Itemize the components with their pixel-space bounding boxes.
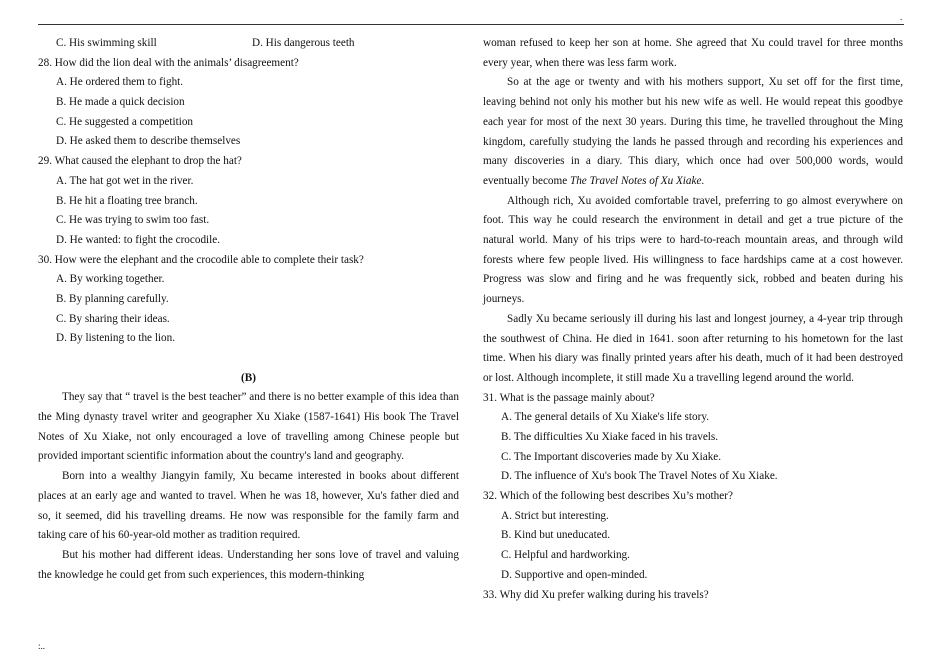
option-c[interactable]: C. By sharing their ideas.: [56, 312, 170, 325]
question-33: [483, 586, 903, 606]
question-28: [38, 54, 459, 152]
passage-paragraph-1: They say that “ travel is the best teacher” and there is no better example of this idea than the Ming dynasty travel writer and geographer Xu Xiake (1587-1641) His book The Travel Notes of Xu Xiake, not only encouraged a love of travelling among Chinese people but provided important scientific information about the country's land and geography.: [38, 391, 459, 463]
option-d[interactable]: D. The influence of Xu's book The Travel Notes of Xu Xiake.: [501, 470, 778, 483]
passage-paragraph-6: Sadly Xu became seriously ill during his last and longest journey, a 4-year trip through the southwest of China. He died in 1641. soon after returning to his hometown for the last time. When his diary was finally printed years after his death, much of it had been destroyed or lost. Although incomplete, it still made Xu a travelling legend around the world.: [483, 312, 903, 384]
option-c[interactable]: C. The Important discoveries made by Xu Xiake.: [501, 450, 722, 463]
option-b[interactable]: B. Kind but uneducated.: [501, 529, 611, 542]
question-32: [483, 487, 903, 585]
option-a[interactable]: A. He ordered them to fight.: [56, 76, 184, 89]
question-stem: 33. Why did Xu prefer walking during his travels?: [483, 588, 709, 601]
option-c[interactable]: C. Helpful and hardworking.: [501, 549, 630, 562]
header-rule: [38, 24, 904, 25]
question-stem: 29. What caused the elephant to drop the hat?: [38, 155, 242, 168]
option-d[interactable]: D. Supportive and open-minded.: [501, 568, 648, 581]
question-stem: 32. Which of the following best describes Xu’s mother?: [483, 490, 733, 503]
question-stem: 30. How were the elephant and the crocodile able to complete their task?: [38, 253, 364, 266]
option-b[interactable]: B. He made a quick decision: [56, 96, 185, 109]
paragraph-end: .: [701, 174, 705, 187]
option-a[interactable]: A. By working together.: [56, 273, 165, 286]
option-a[interactable]: A. The hat got wet in the river.: [56, 174, 194, 187]
section-heading: (B): [241, 371, 256, 384]
option-d[interactable]: D. By listening to the lion.: [56, 332, 176, 345]
option-b[interactable]: B. He hit a floating tree branch.: [56, 194, 198, 207]
left-column: [38, 34, 459, 585]
option-d[interactable]: D. He wanted: to fight the crocodile.: [56, 233, 221, 246]
q27-option-c[interactable]: C. His swimming skill: [56, 37, 157, 49]
question-stem: 31. What is the passage mainly about?: [483, 391, 655, 404]
corner-mark: .: [900, 12, 903, 22]
passage-paragraph-5: Although rich, Xu avoided comfortable travel, preferring to go almost everywhere on foot. This way he could research the environment in detail and get a true picture of the natural world. Many of his trips were to hard-to-reach mountain areas, and through wild forests where few people lived. His willingness to face hardships came at a cost however. Progress was slow and firing and he was frequently sick, robbed and beaten during his journeys.: [483, 194, 903, 306]
option-b[interactable]: B. The difficulties Xu Xiake faced in his travels.: [501, 431, 719, 444]
option-b[interactable]: B. By planning carefully.: [56, 292, 169, 305]
question-30: [38, 251, 459, 349]
passage-paragraph-4: [483, 73, 903, 191]
option-d[interactable]: D. He asked them to describe themselves: [56, 135, 241, 148]
passage-paragraph-2: Born into a wealthy Jiangyin family, Xu became interested in books about different places at an early age and wanted to travel. When he was 18, however, Xu's father died and so, it seemed, did his travelling dreams. He now was responsible for the family farm and taking care of his 60-year-old mother as tradition required.: [38, 470, 459, 542]
footer-mark: :..: [38, 641, 46, 651]
question-29: [38, 152, 459, 250]
option-a[interactable]: A. Strict but interesting.: [501, 509, 609, 522]
q27-option-d[interactable]: D. His dangerous teeth: [252, 37, 355, 49]
option-a[interactable]: A. The general details of Xu Xiake's life story.: [501, 411, 709, 424]
q27-options-tail: [38, 34, 459, 54]
book-title: The Travel Notes of Xu Xiake: [569, 174, 702, 187]
question-stem: 28. How did the lion deal with the animals’ disagreement?: [38, 56, 299, 69]
passage-paragraph-3: But his mother had different ideas. Understanding her sons love of travel and valuing the knowledge he could get from such experiences, this modern-thinking: [38, 549, 459, 581]
option-c[interactable]: C. He suggested a competition: [56, 115, 194, 128]
option-c[interactable]: C. He was trying to swim too fast.: [56, 214, 210, 227]
question-31: [483, 389, 903, 487]
paragraph-text: So at the age or twenty and with his mothers support, Xu set off for the first time, leaving behind not only his mother but his new wife as well. He would repeat this goodbye each year for most of the next 30 years. During this time, he travelled throughout the Ming kingdom, carefully studying the lands he passed through and recording his experiences and many discoveries in a diary. This diary, which once had over 500,000 words, would eventually become: [483, 76, 903, 187]
right-column: [483, 34, 903, 605]
passage-continuation: woman refused to keep her son at home. She agreed that Xu could travel for three months every year, when there was less farm work.: [483, 37, 903, 69]
